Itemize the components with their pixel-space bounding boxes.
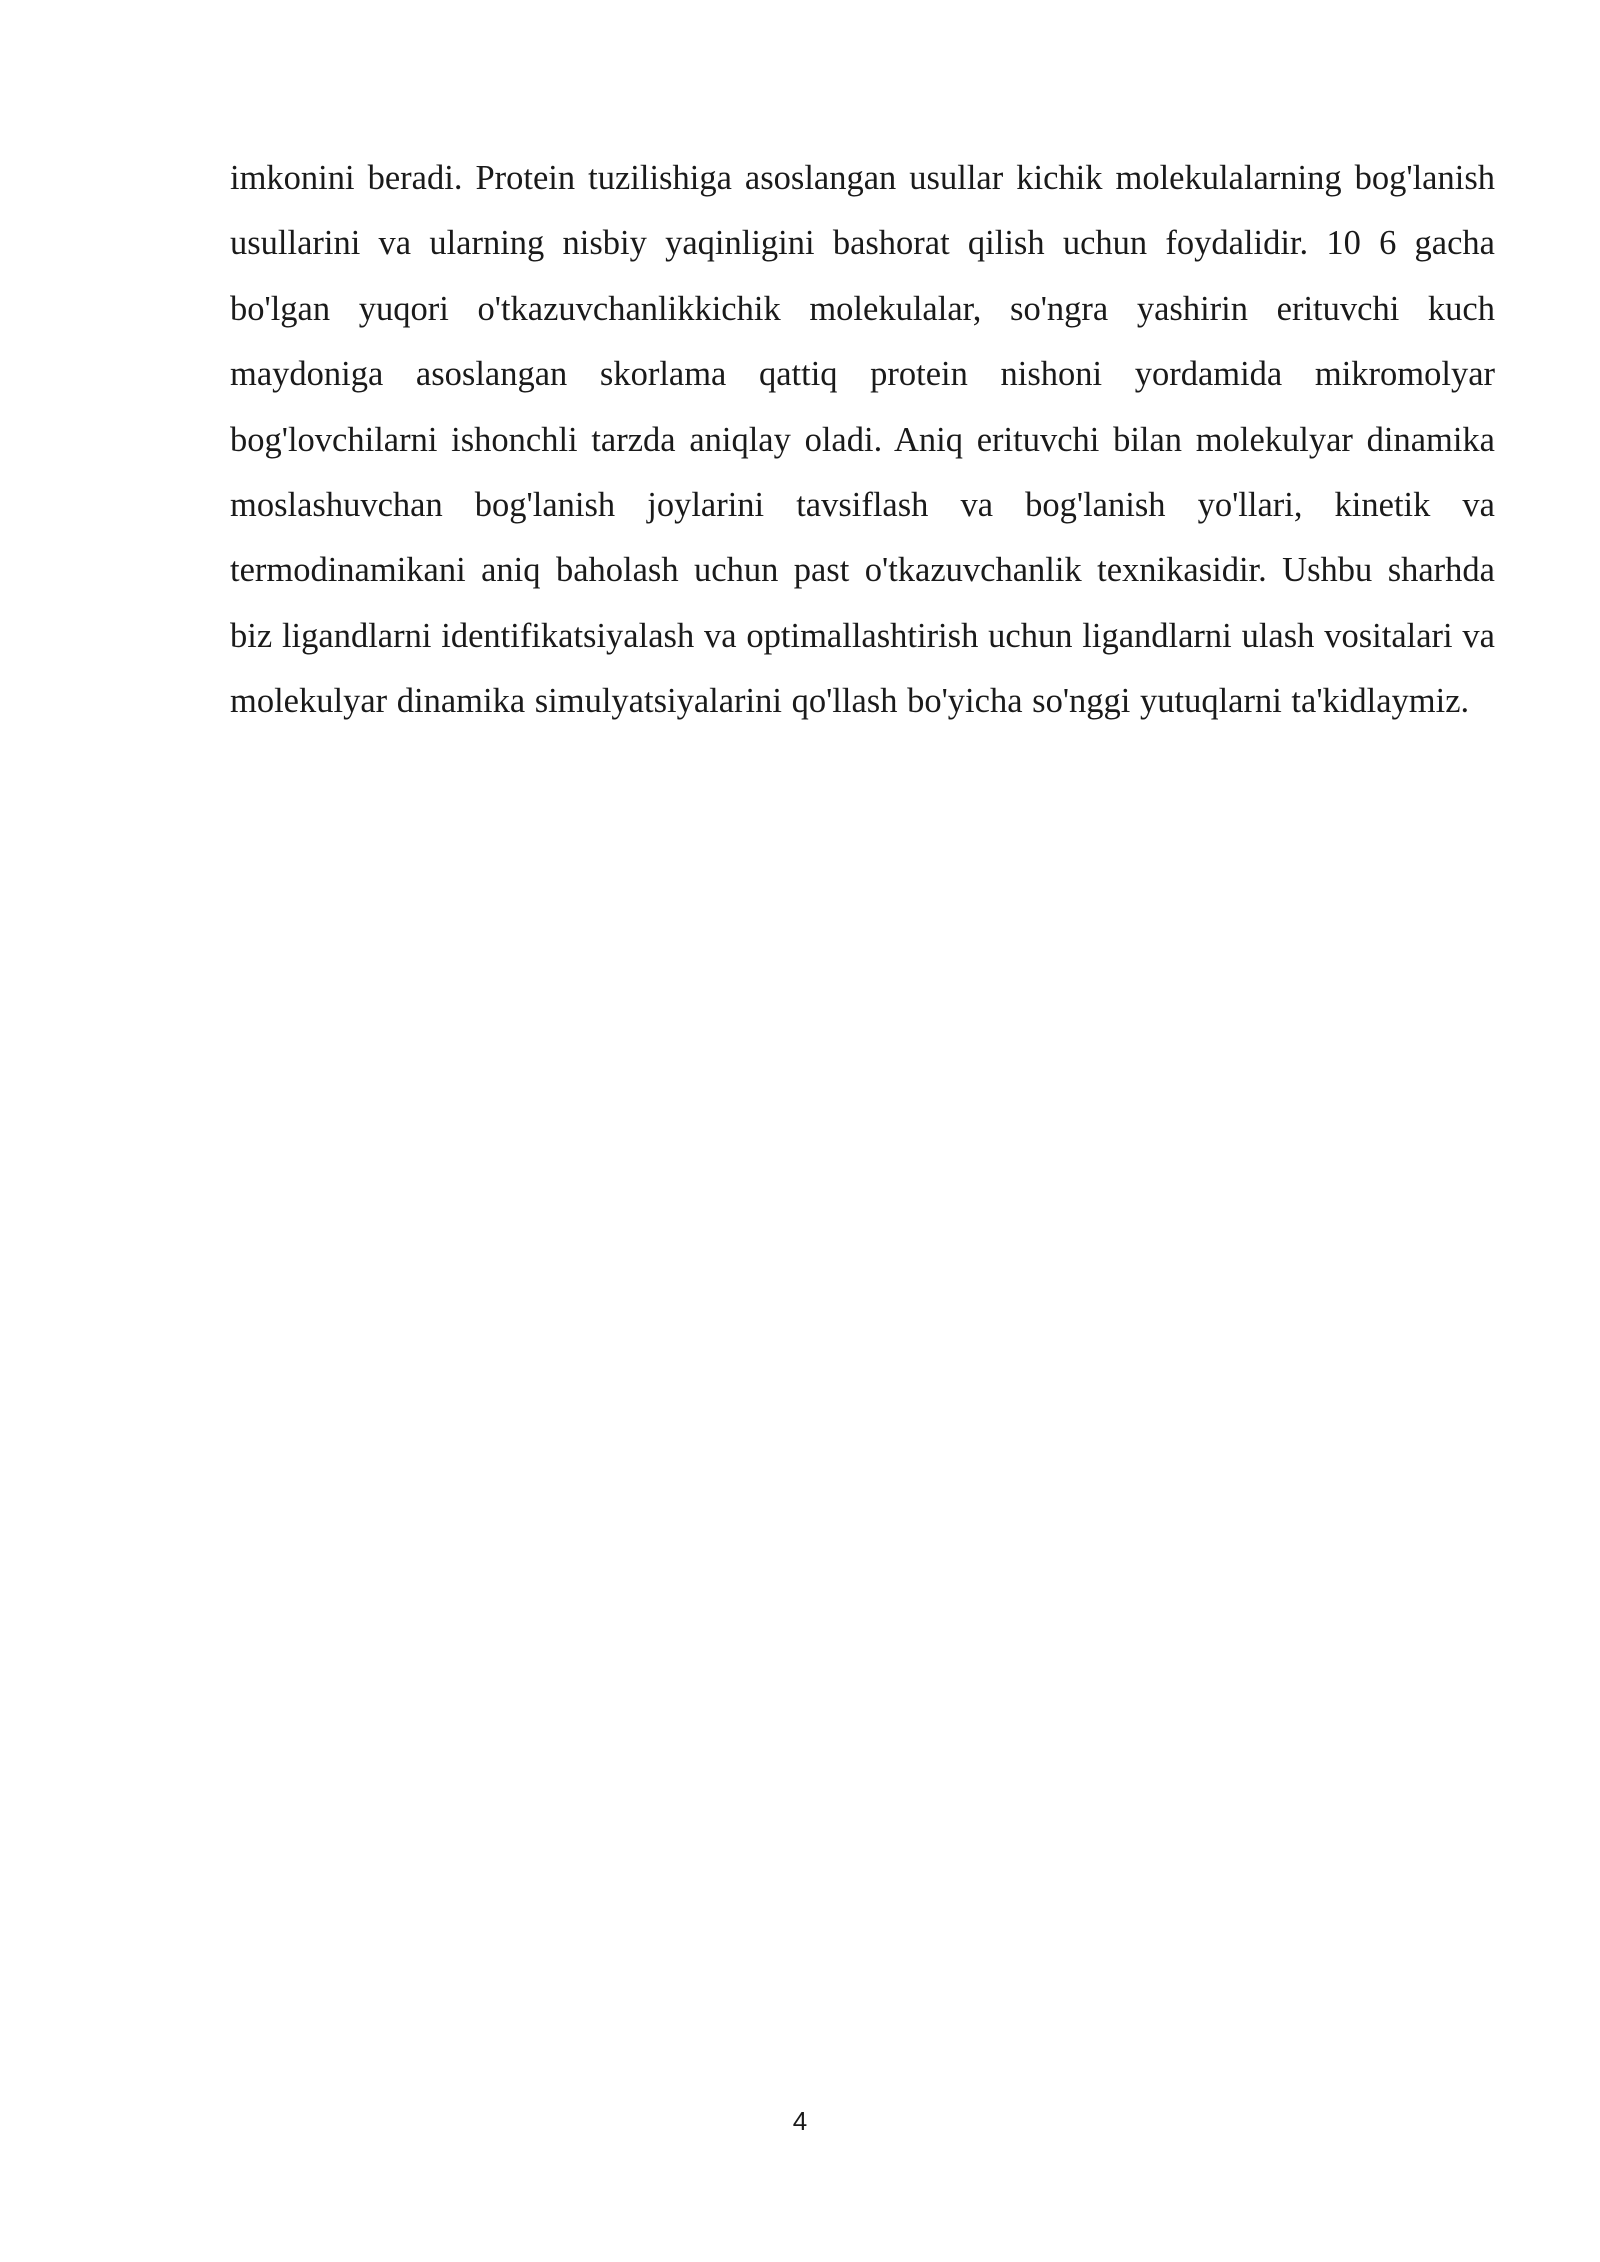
page-number: 4 — [792, 2106, 808, 2136]
body-paragraph: imkonini beradi. Protein tuzilishiga asoslangan usullar kichik molekulalarning bog'lanish usullarini va ularning nisbiy yaqinligini bashorat qilish uchun foydalidir. 10 6 gacha bo'lgan yuqori o'tkazuvchanlikkichik molekulalar, so'ngra yashirin erituvchi kuch maydoniga asoslangan skorlama qattiq protein nishoni yordamida mikromolyar bog'lovchilarni ishonchli tarzda aniqlay oladi. Aniq erituvchi bilan molekulyar dinamika moslashuvchan bog'lanish joylarini tavsiflash va bog'lanish yo'llari, kinetik va termodinamikani aniq baholash uchun past o'tkazuvchanlik texnikasidir. Ushbu sharhda biz ligandlarni identifikatsiyalash va optimallashtirish uchun ligandlarni ulash vositalari va molekulyar dinamika simulyatsiyalarini qo'llash bo'yicha so'nggi yutuqlarni ta'kidlaymiz. — [230, 159, 1495, 721]
